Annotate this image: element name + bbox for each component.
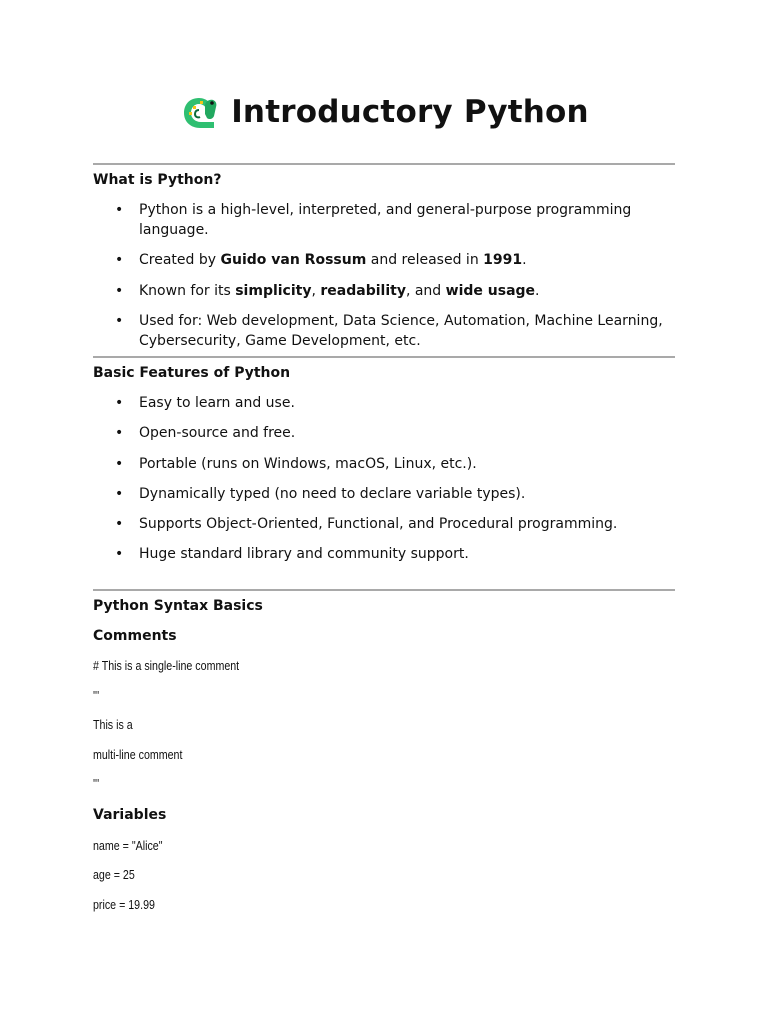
code-line: # This is a single-line comment [93,658,240,673]
subheading-comments: Comments [93,628,177,644]
list-item: • Portable (runs on Windows, macOS, Linux, etc.). [93,454,675,474]
python-snake-logo-icon [179,92,219,132]
code-line: price = 19.99 [93,897,155,912]
code-line: multi-line comment [93,747,183,762]
what-is-python-list [93,200,675,361]
code-line: This is a [93,717,133,732]
list-item: • Known for its simplicity, readability, and wide usage. [93,281,675,301]
list-item: • Supports Object-Oriented, Functional, and Procedural programming. [93,514,675,534]
title-row [93,92,675,132]
list-item: • Python is a high-level, interpreted, and general-purpose programming language. [93,200,675,240]
section-divider [93,589,675,591]
code-line: age = 25 [93,867,135,882]
subheading-variables: Variables [93,807,167,823]
list-item: • Huge standard library and community support. [93,544,675,564]
list-item: • Easy to learn and use. [93,393,675,413]
section-divider [93,356,675,358]
list-item: • Created by Guido van Rossum and released in 1991. [93,250,675,270]
list-item: • Used for: Web development, Data Science, Automation, Machine Learning, Cybersecurity, Game Development, etc. [93,311,675,351]
code-line: name = "Alice" [93,838,163,853]
list-item: • Dynamically typed (no need to declare variable types). [93,484,675,504]
code-line: ''' [93,776,100,791]
features-list [93,393,675,575]
section-heading-what-is-python: What is Python? [93,172,222,188]
section-heading-basic-features: Basic Features of Python [93,365,291,381]
section-heading-syntax-basics: Python Syntax Basics [93,598,263,614]
code-line: ''' [93,688,100,703]
list-item: • Open-source and free. [93,423,675,443]
section-divider [93,163,675,165]
page-title: Introductory Python [231,94,589,130]
